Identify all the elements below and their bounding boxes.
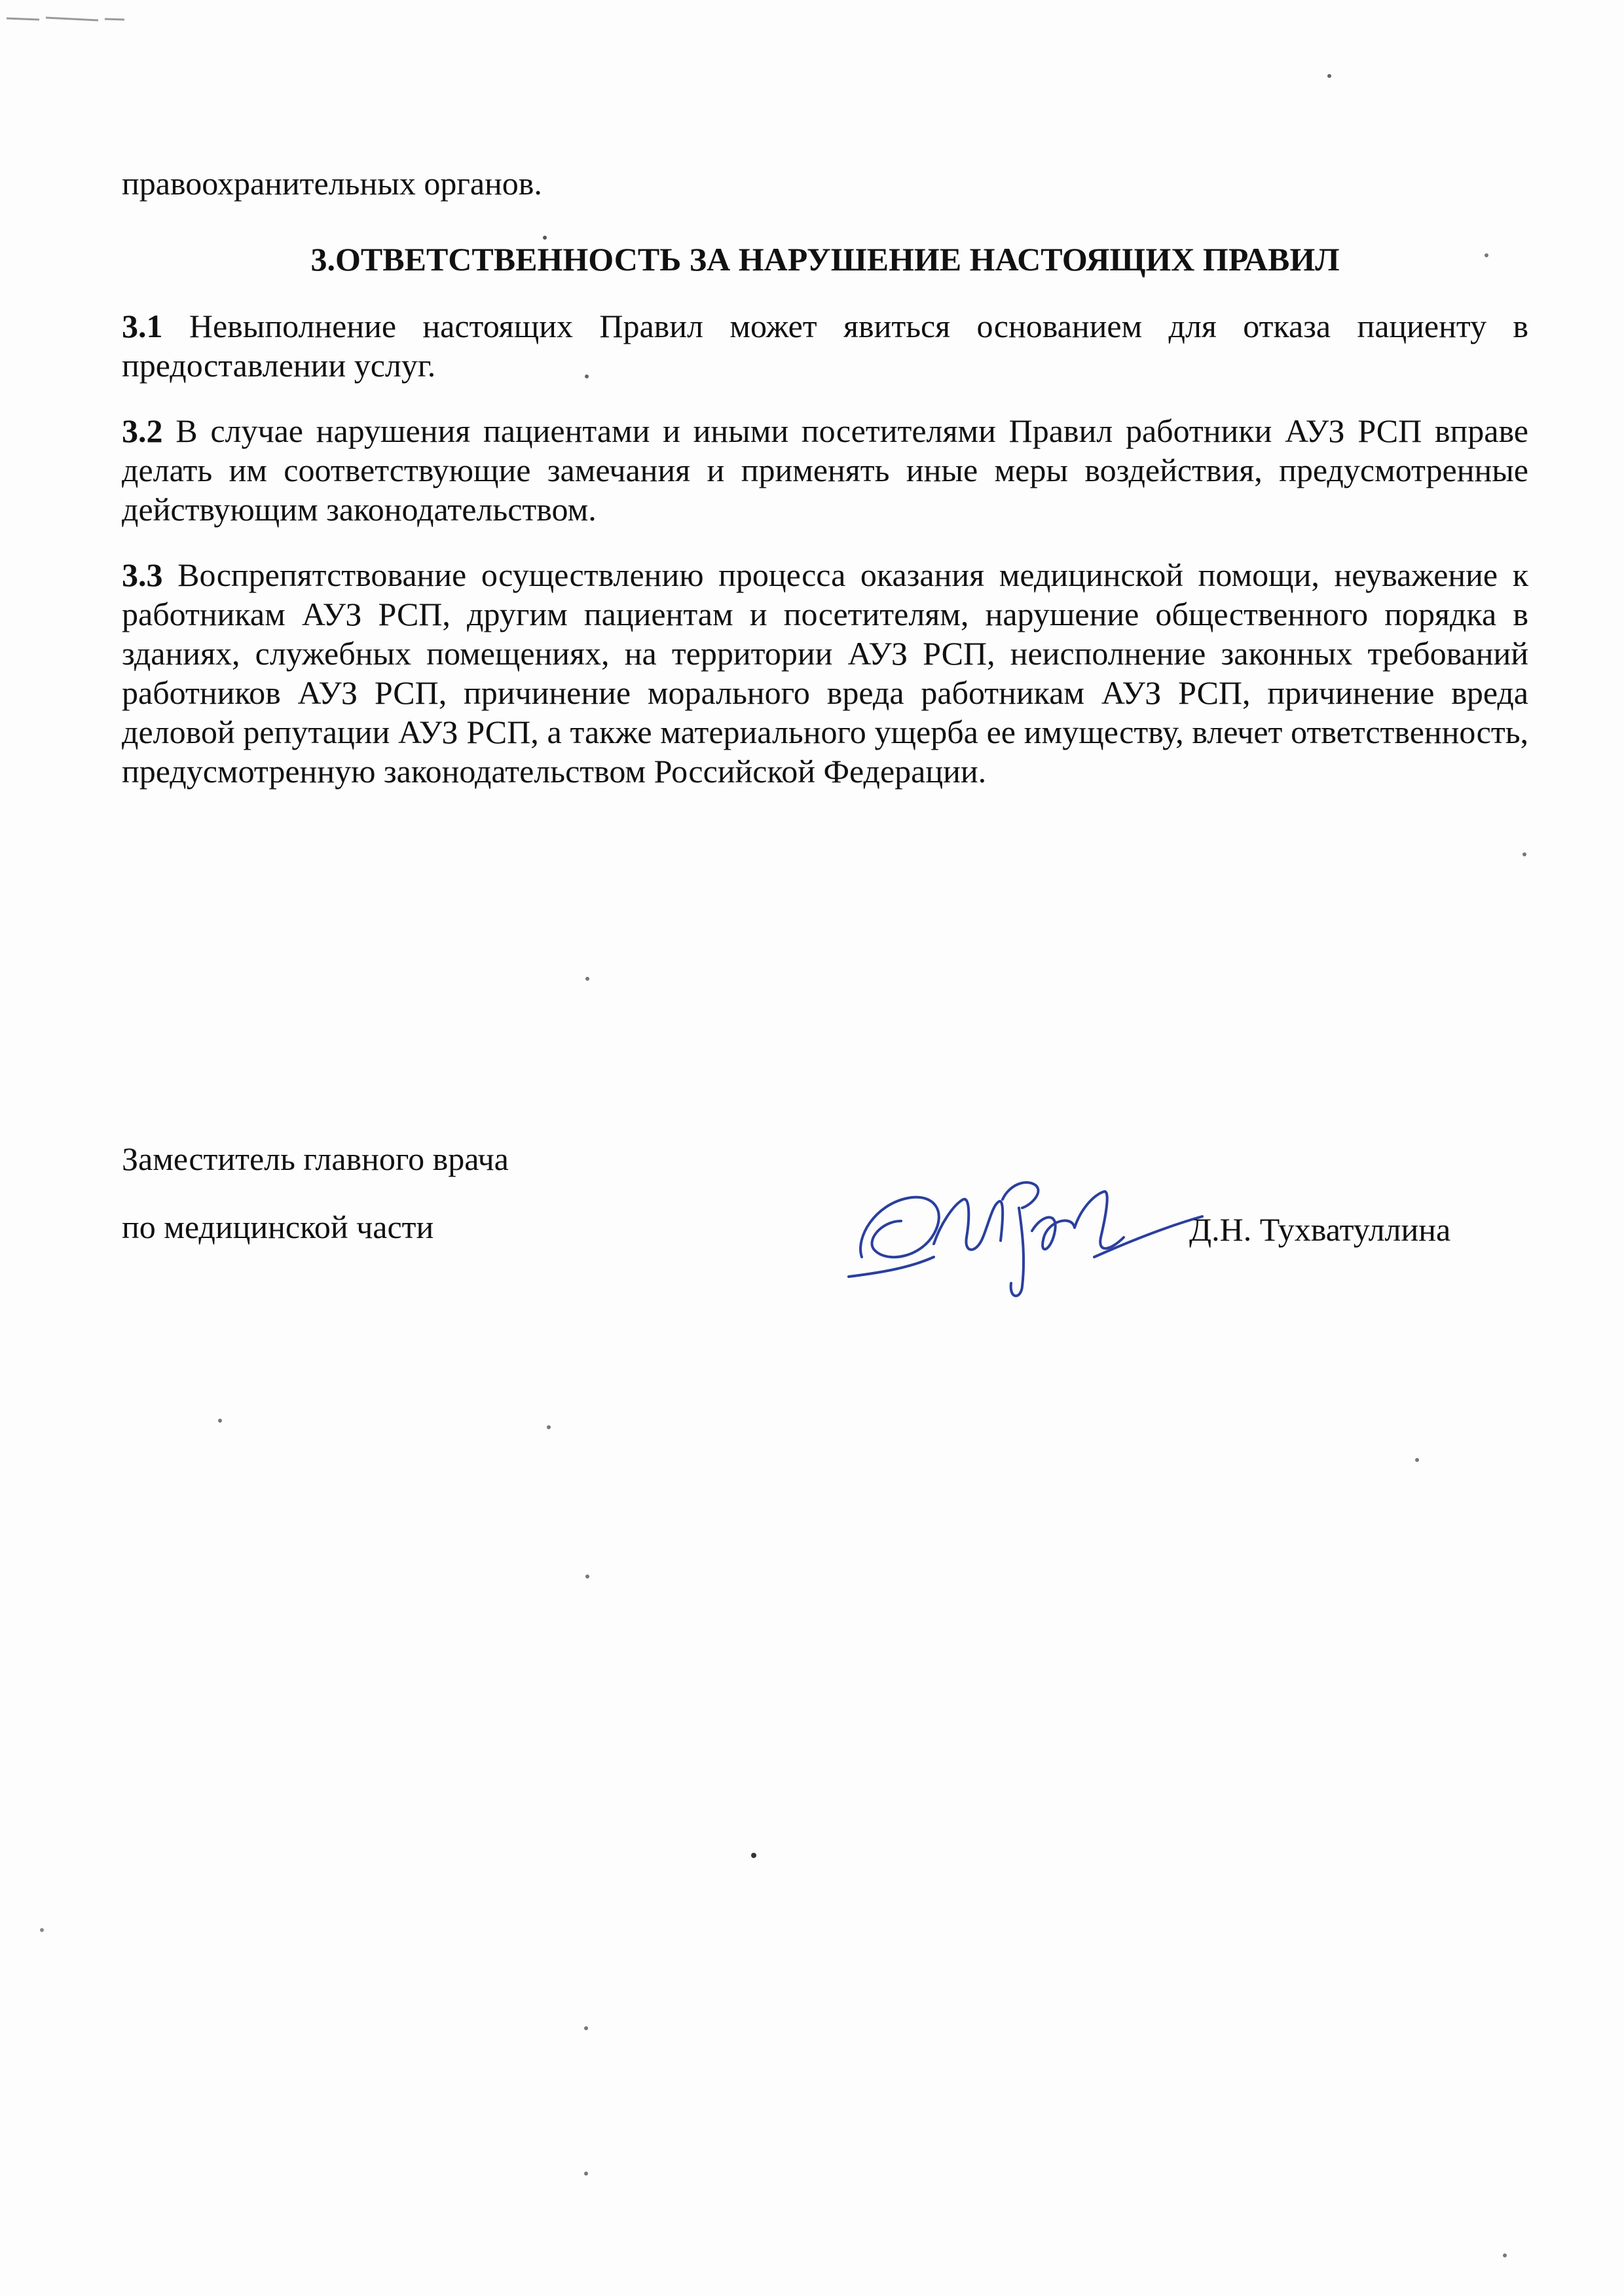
clause-number: 3.2 xyxy=(122,412,163,449)
clause-number: 3.3 xyxy=(122,556,163,593)
document-body xyxy=(122,164,1528,817)
signatory-name: Д.Н. Тухватуллина xyxy=(1189,1211,1451,1248)
signatory-position-line1: Заместитель главного врача xyxy=(122,1140,509,1177)
clause-text: Воспрепятствование осуществлению процесса оказания медицинской помощи, неуважение к работникам АУЗ РСП, другим пациентам и посетителям, нарушение общественного порядка в зданиях, служебных помещениях, на территории АУЗ РСП, неисполнение законных требований работников АУЗ РСП, причинение морального вреда работникам АУЗ РСП, причинение вреда деловой репутации АУЗ РСП, а также материального ущерба ее имуществу, влечет ответственность, предусмотренную законодательством Российской Федерации. xyxy=(122,556,1528,790)
handwritten-signature xyxy=(836,1159,1215,1309)
clause-number: 3.1 xyxy=(122,308,163,344)
clause-3-3 xyxy=(122,555,1528,791)
clause-3-1 xyxy=(122,306,1528,385)
signatory-position-line2: по медицинской части xyxy=(122,1209,434,1245)
clause-text: Невыполнение настоящих Правил может явиться основанием для отказа пациенту в предоставлении услуг. xyxy=(122,308,1529,384)
section-heading: 3.ОТВЕТСТВЕННОСТЬ ЗА НАРУШЕНИЕ НАСТОЯЩИХ ПРАВИЛ xyxy=(310,241,1340,278)
clause-3-2 xyxy=(122,411,1528,529)
continuation-line: правоохранительных органов. xyxy=(122,165,542,202)
signature-block xyxy=(122,1139,1497,1309)
clause-text: В случае нарушения пациентами и иными посетителями Правил работники АУЗ РСП вправе делать им соответствующие замечания и применять иные меры воздействия, предусмотренные действующим законодательством. xyxy=(122,412,1528,528)
